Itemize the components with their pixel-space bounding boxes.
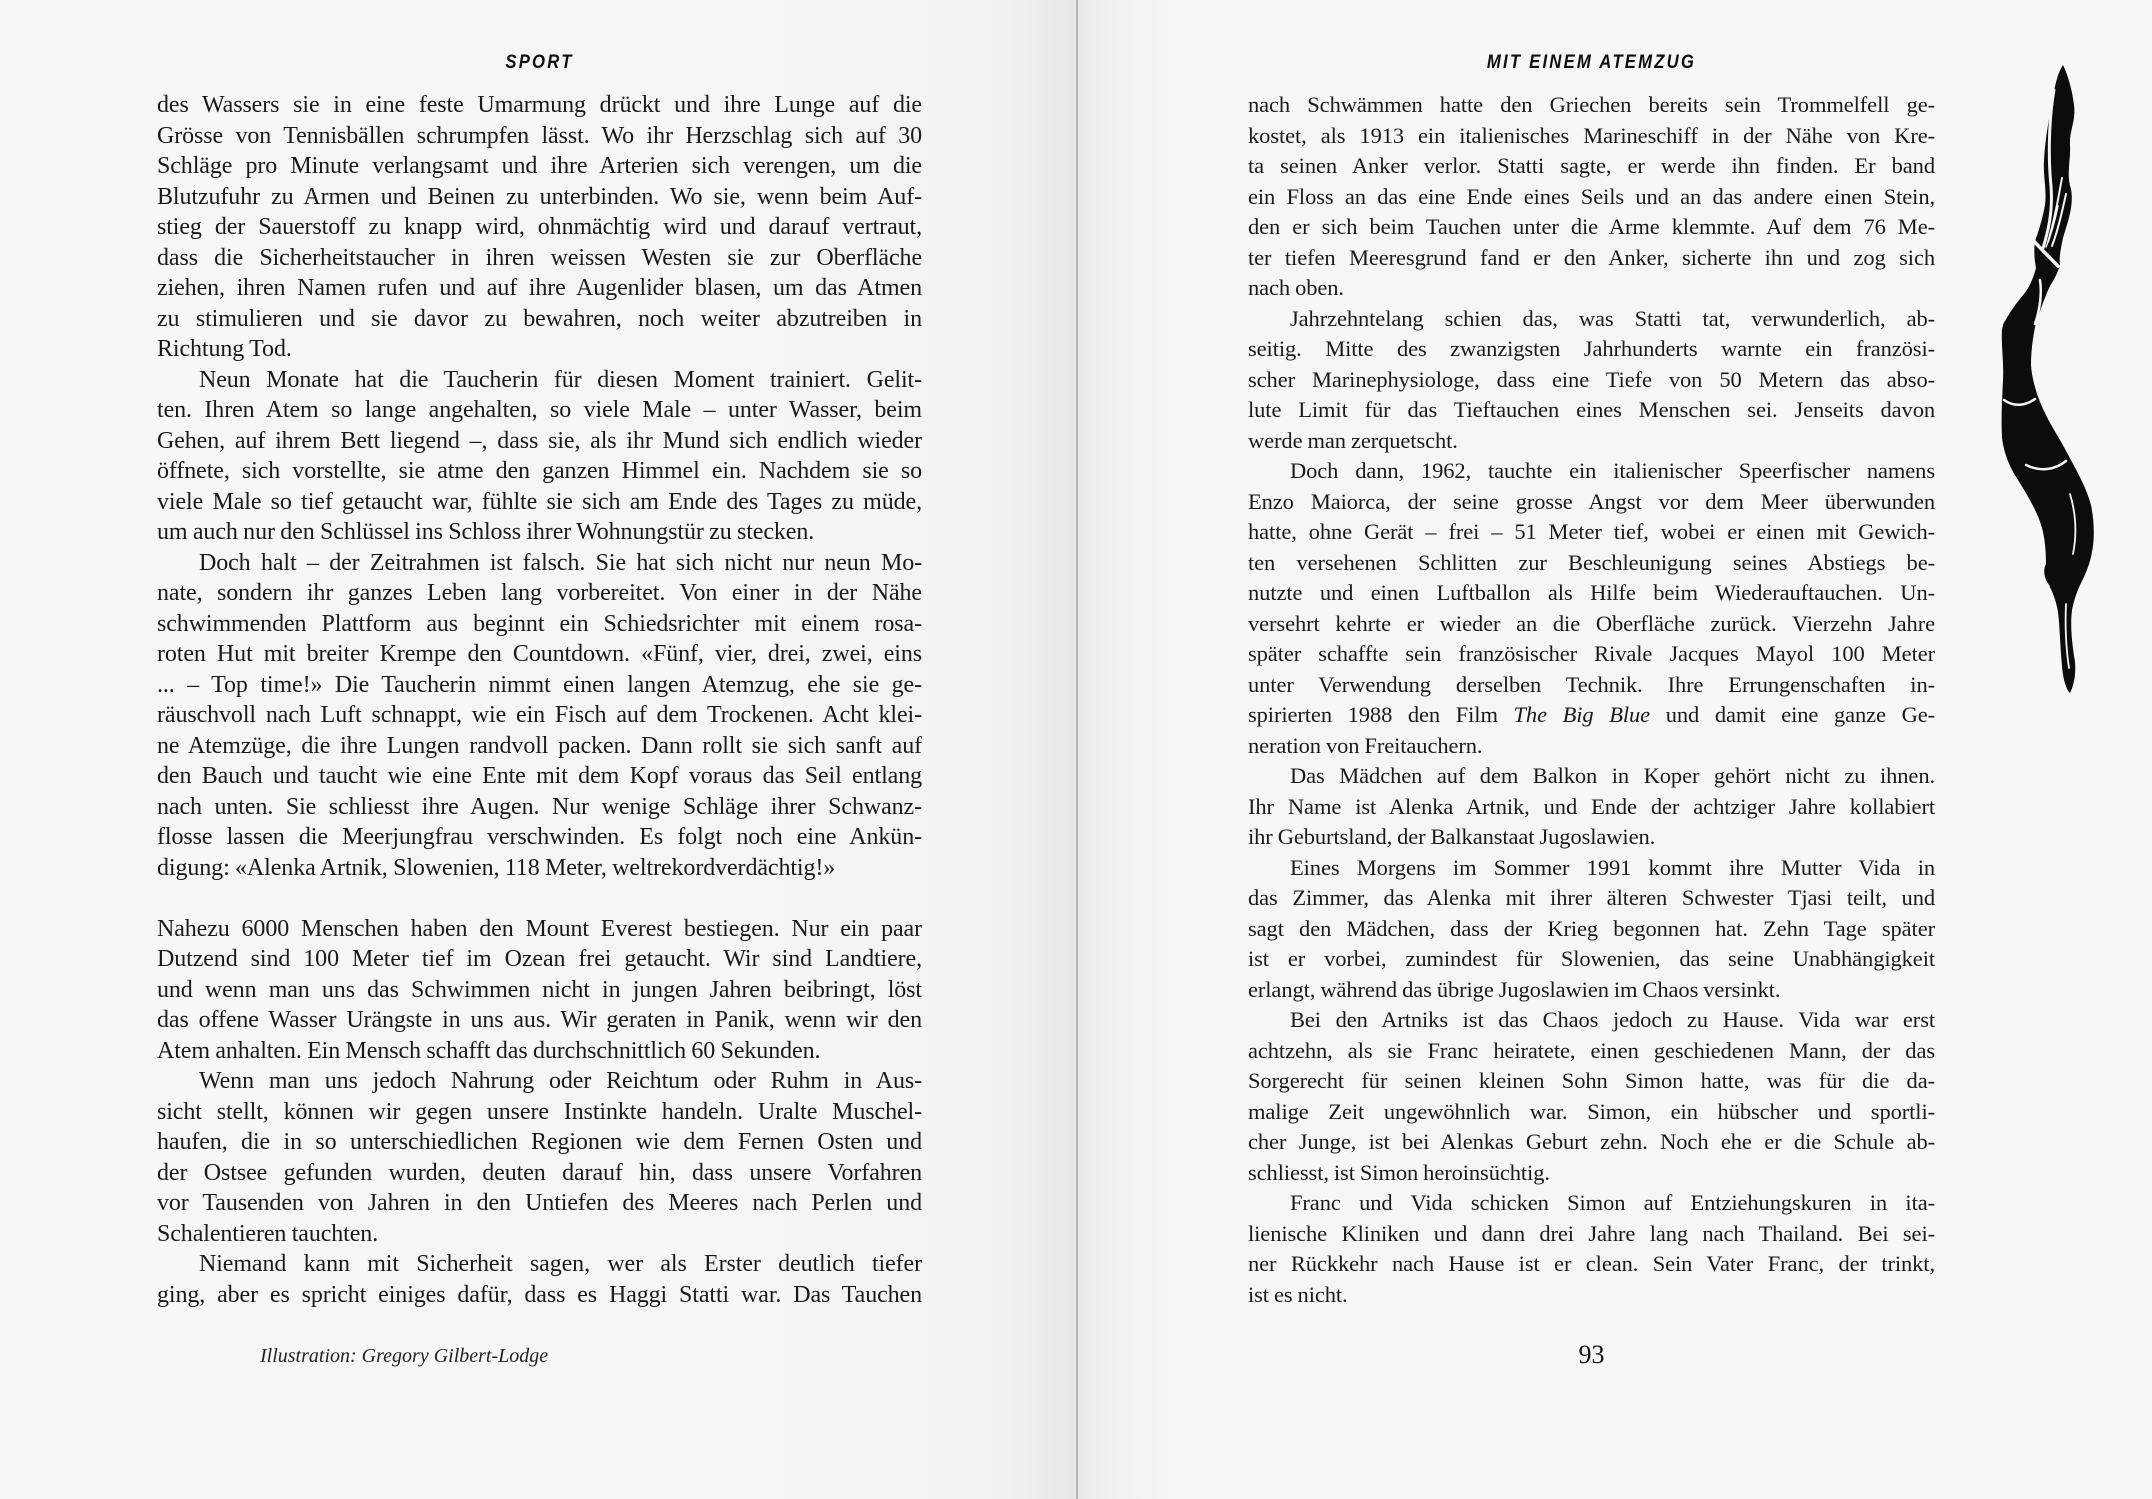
text-line: achtzehn, als sie Franc heiratete, einen geschiedenen Mann, der das — [1248, 1037, 1935, 1063]
text-line: Das Mädchen auf dem Balkon in Koper gehört nicht zu ihnen. — [1290, 763, 1935, 788]
text-line: das Zimmer, das Alenka mit ihrer älteren Schwester Tjasi teilt, und — [1248, 885, 1935, 910]
text-line: Wenn man uns jedoch Nahrung oder Reichtum oder Ruhm in Aus- — [199, 1068, 922, 1094]
text-line: Bei den Artniks ist das Chaos jedoch zu Hause. Vida war erst — [1290, 1007, 1935, 1032]
text-line: den er sich beim Tauchen unter die Arme klemmte. Auf dem 76 Me- — [1248, 214, 1935, 239]
text-line: ta seinen Anker verlor. Statti sagte, er werde ihn finden. Er band — [1248, 153, 1935, 178]
text-line: hatte, ohne Gerät – frei – 51 Meter tief, wobei er einen mit Gewich- — [1248, 519, 1935, 544]
text-line: das offene Wasser Urängste in uns aus. Wir geraten in Panik, wenn wir den — [157, 1007, 922, 1033]
text-line: vor Tausenden von Jahren in den Untiefen des Meeres nach Perlen und — [157, 1190, 922, 1216]
text-line: malige Zeit ungewöhnlich war. Simon, ein hübscher und sportli- — [1248, 1098, 1935, 1124]
text-line: nate, sondern ihr ganzes Leben lang vorbereitet. Von einer in der Nähe — [157, 580, 922, 606]
text-line: versehrt kehrte er wieder an die Oberfläche zurück. Vierzehn Jahre — [1248, 610, 1935, 636]
text-line: um auch nur den Schlüssel ins Schloss ihrer Wohnungstür zu stecken. — [157, 519, 815, 545]
text-line: ist es nicht. — [1248, 1281, 1348, 1307]
text-line: Schalentieren tauchten. — [157, 1220, 379, 1247]
text-line: Atem anhalten. Ein Mensch schafft das durchschnittlich 60 Sekunden. — [157, 1037, 821, 1064]
text-line: dass die Sicherheitstaucher in ihren weissen Westen sie zur Oberfläche — [157, 244, 922, 271]
running-head-right: MIT EINEM ATEMZUG — [1486, 52, 1697, 73]
text-line: sicht stellt, können wir gegen unsere Instinkte handeln. Uralte Muschel- — [157, 1098, 922, 1125]
text-line: Ihr Name ist Alenka Artnik, und Ende der achtziger Jahre kollabiert — [1248, 793, 1935, 819]
text-line: Eines Morgens im Sommer 1991 kommt ihre Mutter Vida in — [1290, 854, 1935, 880]
text-line: Niemand kann mit Sicherheit sagen, wer als Erster deutlich tiefer — [199, 1251, 922, 1277]
text-line: Neun Monate hat die Taucherin für diesen Moment trainiert. Gelit- — [199, 366, 922, 393]
text-line: ner Rückkehr nach Hause ist er clean. Sein Vater Franc, der trinkt, — [1248, 1251, 1935, 1276]
text-line: räuschvoll nach Luft schnappt, wie ein Fisch auf dem Trockenen. Acht klei- — [157, 702, 922, 728]
text-line: flosse lassen die Meerjungfrau verschwinden. Es folgt noch eine Ankün- — [157, 824, 922, 850]
text-line: nutzte und einen Luftballon als Hilfe beim Wiederauftauchen. Un- — [1248, 580, 1935, 605]
page-number: 93 — [1578, 1340, 1605, 1369]
text-line: spirierten 1988 den Film The Big Blue und damit eine ganze Ge- — [1248, 702, 1935, 727]
text-line: Franc und Vida schicken Simon auf Entziehungskuren in ita- — [1290, 1190, 1935, 1215]
text-line: schwimmenden Plattform aus beginnt ein Schiedsrichter mit einem rosa- — [157, 610, 922, 637]
text-line: werde man zerquetscht. — [1248, 427, 1458, 453]
text-line: den Bauch und taucht wie eine Ente mit dem Kopf voraus das Seil entlang — [157, 763, 922, 789]
page-gutter-fold — [1076, 0, 1078, 1499]
text-line: roten Hut mit breiter Krempe den Countdown. «Fünf, vier, drei, zwei, eins — [157, 641, 922, 667]
running-head-left: SPORT — [505, 52, 574, 73]
text-line: des Wassers sie in eine feste Umarmung drückt und ihre Lunge auf die — [157, 92, 922, 118]
text-line: öffnete, sich vorstellte, sie atme den ganzen Himmel ein. Nachdem sie so — [157, 458, 922, 484]
text-line: nach oben. — [1248, 275, 1344, 300]
text-line: ne Atemzüge, die ihre Lungen randvoll packen. Dann rollt sie sich sanft auf — [157, 732, 922, 759]
text-line: ging, aber es spricht einiges dafür, dass es Haggi Statti war. Das Tauchen — [157, 1281, 922, 1308]
text-line: ziehen, ihren Namen rufen und auf ihre Augenlider blasen, um das Atmen — [157, 275, 922, 301]
text-line: zu stimulieren und sie davor zu bewahren, noch weiter abzutreiben in — [157, 305, 922, 332]
text-line: ter tiefen Meeresgrund fand er den Anker, sicherte ihn und zog sich — [1248, 244, 1935, 270]
body-text-left — [157, 90, 922, 1310]
text-line: ist er vorbei, zumindest für Slowenien, das seine Unabhängigkeit — [1248, 946, 1935, 971]
text-line: ein Floss an das eine Ende eines Seils und an das andere einen Stein, — [1248, 183, 1935, 209]
text-line: Richtung Tod. — [157, 336, 292, 362]
text-line: digung: «Alenka Artnik, Slowenien, 118 Meter, weltrekordverdächtig!» — [157, 854, 836, 881]
illustration-credit: Illustration: Gregory Gilbert-Lodge — [260, 1345, 549, 1367]
text-line: seitig. Mitte des zwanzigsten Jahrhunderts warnte ein französi- — [1248, 336, 1935, 361]
freediver-silhouette — [2002, 65, 2094, 693]
text-line: ten. Ihren Atem so lange angehalten, so viele Male – unter Wasser, beim — [157, 397, 922, 423]
text-line: und wenn man uns das Schwimmen nicht in jungen Jahren beibringt, löst — [157, 976, 922, 1003]
freediver-illustration — [1950, 28, 2152, 708]
text-line: ten versehenen Schlitten zur Beschleunigung seines Abstiegs be- — [1248, 549, 1935, 575]
text-line: viele Male so tief getaucht war, fühlte sie sich am Ende des Tages zu müde, — [157, 488, 922, 515]
text-line: Doch halt – der Zeitrahmen ist falsch. Sie hat sich nicht nur neun Mo- — [199, 549, 922, 576]
text-line: unter Verwendung derselben Technik. Ihre Errungenschaften in- — [1248, 671, 1935, 697]
text-line: Grösse von Tennisbällen schrumpfen lässt. Wo ihr Herzschlag sich auf 30 — [157, 122, 922, 149]
text-line: Gehen, auf ihrem Bett liegend –, dass sie, als ihr Mund sich endlich wieder — [157, 427, 922, 454]
text-line: nach unten. Sie schliesst ihre Augen. Nur wenige Schläge ihrer Schwanz- — [157, 793, 922, 820]
text-line: Enzo Maiorca, der seine grosse Angst vor dem Meer überwunden — [1248, 488, 1935, 514]
text-line: kostet, als 1913 ein italienisches Marineschiff in der Nähe von Kre- — [1248, 122, 1935, 148]
text-line: neration von Freitauchern. — [1248, 732, 1483, 758]
body-text-right — [1248, 90, 1935, 1310]
text-line: cher Junge, ist bei Alenkas Geburt zehn. Noch ehe er die Schule ab- — [1248, 1129, 1935, 1154]
text-line: erlangt, während das übrige Jugoslawien im Chaos versinkt. — [1248, 976, 1781, 1002]
text-line: sagt den Mädchen, dass der Krieg begonnen hat. Zehn Tage später — [1248, 915, 1935, 941]
text-line: lienische Kliniken und dann drei Jahre lang nach Thailand. Bei sei- — [1248, 1220, 1935, 1246]
text-line: Schläge pro Minute verlangsamt und ihre Arterien sich verengen, um die — [157, 153, 922, 179]
text-line: Dutzend sind 100 Meter tief im Ozean frei getaucht. Wir sind Landtiere, — [157, 946, 922, 972]
text-line: ... – Top time!» Die Taucherin nimmt einen langen Atemzug, ehe sie ge- — [157, 671, 922, 698]
text-line: Doch dann, 1962, tauchte ein italienischer Speerfischer namens — [1290, 458, 1935, 483]
text-line: stieg der Sauerstoff zu knapp wird, ohnmächtig wird und darauf vertraut, — [157, 214, 922, 240]
text-line: Blutzufuhr zu Armen und Beinen zu unterbinden. Wo sie, wenn beim Auf- — [157, 183, 922, 210]
text-line: Nahezu 6000 Menschen haben den Mount Everest bestiegen. Nur ein paar — [157, 915, 922, 942]
text-line: der Ostsee gefunden wurden, deuten darauf hin, dass unsere Vorfahren — [157, 1159, 922, 1186]
text-line: später schaffte sein französischer Rivale Jacques Mayol 100 Meter — [1248, 641, 1935, 666]
text-line: scher Marinephysiologe, dass eine Tiefe von 50 Metern das abso- — [1248, 366, 1935, 392]
text-line: lute Limit für das Tieftauchen eines Menschen sei. Jenseits davon — [1248, 397, 1935, 422]
text-line: haufen, die in so unterschiedlichen Regionen wie dem Fernen Osten und — [157, 1129, 922, 1155]
text-line: schliesst, ist Simon heroinsüchtig. — [1248, 1159, 1550, 1185]
text-line: nach Schwämmen hatte den Griechen bereits sein Trommelfell ge- — [1248, 92, 1935, 117]
text-line: ihr Geburtsland, der Balkanstaat Jugoslawien. — [1248, 824, 1656, 849]
text-line: Sorgerecht für seinen kleinen Sohn Simon hatte, was für die da- — [1248, 1068, 1935, 1093]
text-line: Jahrzehntelang schien das, was Statti tat, verwunderlich, ab- — [1290, 305, 1935, 331]
